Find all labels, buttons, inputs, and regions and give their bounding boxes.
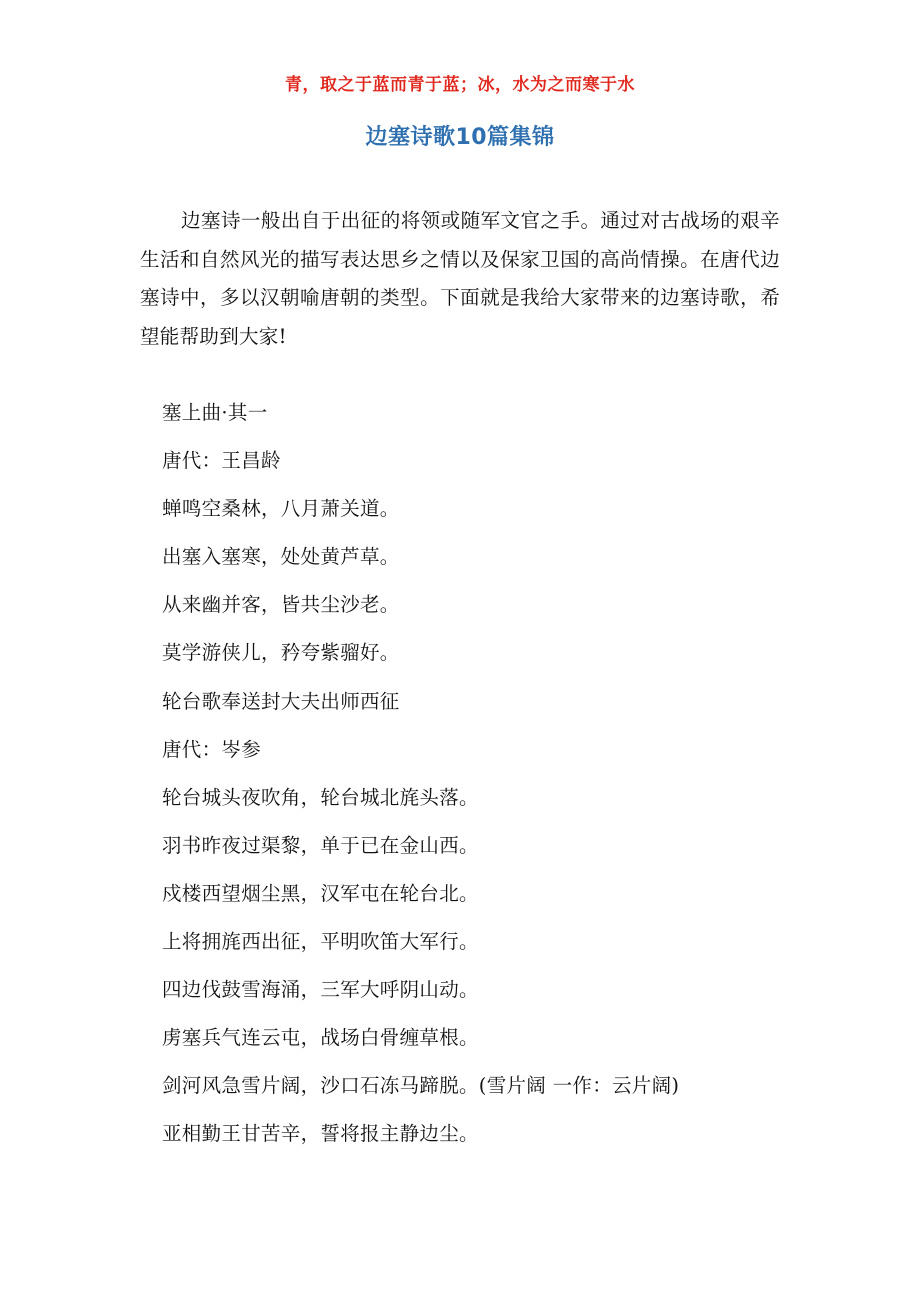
header-motto: 青，取之于蓝而青于蓝；冰，水为之而寒于水: [285, 75, 635, 95]
poem-line: 从来幽并客，皆共尘沙老。: [162, 593, 400, 617]
poem-line: 虏塞兵气连云屯，战场白骨缠草根。: [162, 1026, 479, 1050]
poem-lines: [162, 389, 802, 1159]
poem-title: 塞上曲·其一: [162, 401, 268, 424]
poem-line: 出塞入塞寒，处处黄芦草。: [162, 545, 400, 569]
poem-line: 剑河风急雪片阔，沙口石冻马蹄脱。(雪片阔 一作：云片阔): [162, 1074, 680, 1098]
poem-line: 戍楼西望烟尘黑，汉军屯在轮台北。: [162, 881, 479, 905]
poem-line: 轮台城头夜吹角，轮台城北旄头落。: [162, 785, 479, 809]
poem-line: 四边伐鼓雪海涌，三军大呼阴山动。: [162, 978, 479, 1002]
poem-line: 羽书昨夜过渠黎，单于已在金山西。: [162, 833, 479, 857]
page-title: 边塞诗歌10篇集锦: [365, 125, 555, 150]
poem-line: 蝉鸣空桑林，八月萧关道。: [162, 497, 400, 521]
poem-line: 亚相勤王甘苦辛，誓将报主静边尘。: [162, 1122, 479, 1146]
poem-line: 上将拥旄西出征，平明吹笛大军行。: [162, 930, 479, 954]
poem-title: 轮台歌奉送封大夫出师西征: [162, 689, 400, 713]
intro-paragraph: 边塞诗一般出自于出征的将领或随军文官之手。通过对古战场的艰辛生活和自然风光的描写表达思乡之情以及保家卫国的高尚情操。在唐代边塞诗中，多以汉朝喻唐朝的类型。下面就是我给大家带来的边塞诗歌，希望能帮助到大家!: [140, 209, 780, 348]
poem-line: 莫学游侠儿，矜夸紫骝好。: [162, 641, 400, 665]
poem-author: 唐代：岑参: [162, 737, 262, 761]
poem-author: 唐代：王昌龄: [162, 449, 281, 473]
